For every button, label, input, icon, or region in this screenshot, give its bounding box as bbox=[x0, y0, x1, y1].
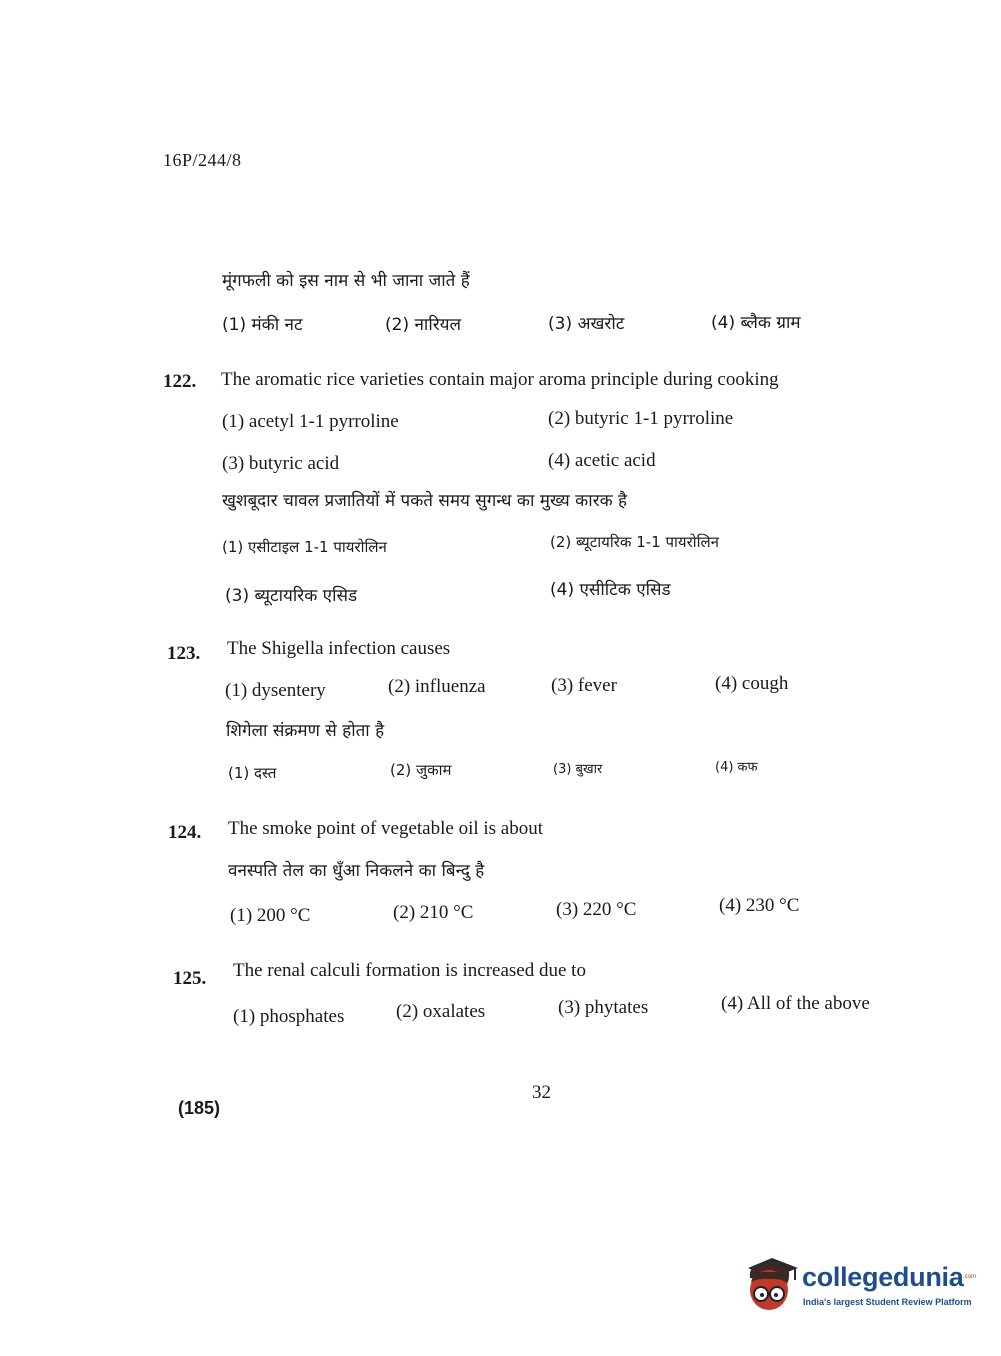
q125-option-2: (2) oxalates bbox=[396, 1001, 486, 1022]
q121-hindi-option-2: (2) नारियल bbox=[385, 315, 462, 335]
q123-question: The Shigella infection causes bbox=[227, 638, 451, 659]
q123-hindi-option-2: (2) जुकाम bbox=[390, 761, 452, 779]
collegedunia-watermark bbox=[742, 1252, 977, 1322]
q122-option-1: (1) acetyl 1-1 pyrroline bbox=[222, 411, 399, 432]
q122-option-2: (2) butyric 1-1 pyrroline bbox=[548, 408, 734, 429]
q125-option-3: (3) phytates bbox=[558, 997, 649, 1018]
q123-hindi-option-4: (4) कफ bbox=[715, 760, 758, 775]
q125-question: The renal calculi formation is increased due to bbox=[233, 960, 586, 981]
q123-option-2: (2) influenza bbox=[388, 676, 486, 697]
collegedunia-suffix: .com bbox=[963, 1274, 977, 1280]
q123-hindi-option-3: (3) बुखार bbox=[553, 762, 603, 777]
q125-number: 125. bbox=[173, 968, 207, 989]
q122-hindi-option-4: (4) एसीटिक एसिड bbox=[550, 580, 671, 600]
q124-question: The smoke point of vegetable oil is about bbox=[228, 818, 544, 839]
q123-number: 123. bbox=[167, 643, 201, 664]
q123-option-4: (4) cough bbox=[715, 673, 789, 694]
q125-option-1: (1) phosphates bbox=[233, 1006, 345, 1027]
q122-hindi-option-3: (3) ब्यूटायरिक एसिड bbox=[225, 586, 358, 606]
q122-option-4: (4) acetic acid bbox=[548, 450, 656, 471]
q122-question: The aromatic rice varieties contain major aroma principle during cooking bbox=[221, 369, 779, 390]
q122-option-3: (3) butyric acid bbox=[222, 453, 340, 474]
collegedunia-mascot-icon bbox=[742, 1252, 800, 1316]
q122-hindi-option-2: (2) ब्यूटायरिक 1-1 पायरोलिन bbox=[550, 533, 719, 551]
q121-hindi-option-3: (3) अखरोट bbox=[548, 314, 625, 334]
q122-number: 122. bbox=[163, 371, 197, 392]
q122-hindi-option-1: (1) एसीटाइल 1-1 पायरोलिन bbox=[222, 538, 387, 556]
q122-hindi-question: खुशबूदार चावल प्रजातियों में पकते समय सुगन्ध का मुख्य कारक है bbox=[222, 491, 628, 511]
collegedunia-tagline: India's largest Student Review Platform bbox=[803, 1297, 972, 1307]
collegedunia-brand: collegedunia bbox=[802, 1262, 964, 1292]
q121-hindi-option-1: (1) मंकी नट bbox=[222, 315, 303, 335]
q125-option-4: (4) All of the above bbox=[721, 993, 870, 1014]
q124-number: 124. bbox=[168, 822, 202, 843]
q121-hindi-question: मूंगफली को इस नाम से भी जाना जाते हैं bbox=[222, 271, 470, 291]
q123-hindi-question: शिगेला संक्रमण से होता है bbox=[226, 721, 385, 741]
q124-option-3: (3) 220 °C bbox=[556, 899, 637, 920]
q123-option-1: (1) dysentery bbox=[225, 680, 326, 701]
q124-option-1: (1) 200 °C bbox=[230, 905, 311, 926]
q124-option-2: (2) 210 °C bbox=[393, 902, 474, 923]
paper-code: 16P/244/8 bbox=[163, 150, 242, 170]
q123-option-3: (3) fever bbox=[551, 675, 617, 696]
q124-hindi-question: वनस्पति तेल का धुँआ निकलने का बिन्दु है bbox=[228, 861, 485, 881]
q123-hindi-option-1: (1) दस्त bbox=[228, 764, 277, 782]
set-number: (185) bbox=[178, 1098, 221, 1118]
page-number: 32 bbox=[532, 1082, 551, 1103]
q121-hindi-option-4: (4) ब्लैक ग्राम bbox=[711, 313, 801, 333]
q124-option-4: (4) 230 °C bbox=[719, 895, 800, 916]
